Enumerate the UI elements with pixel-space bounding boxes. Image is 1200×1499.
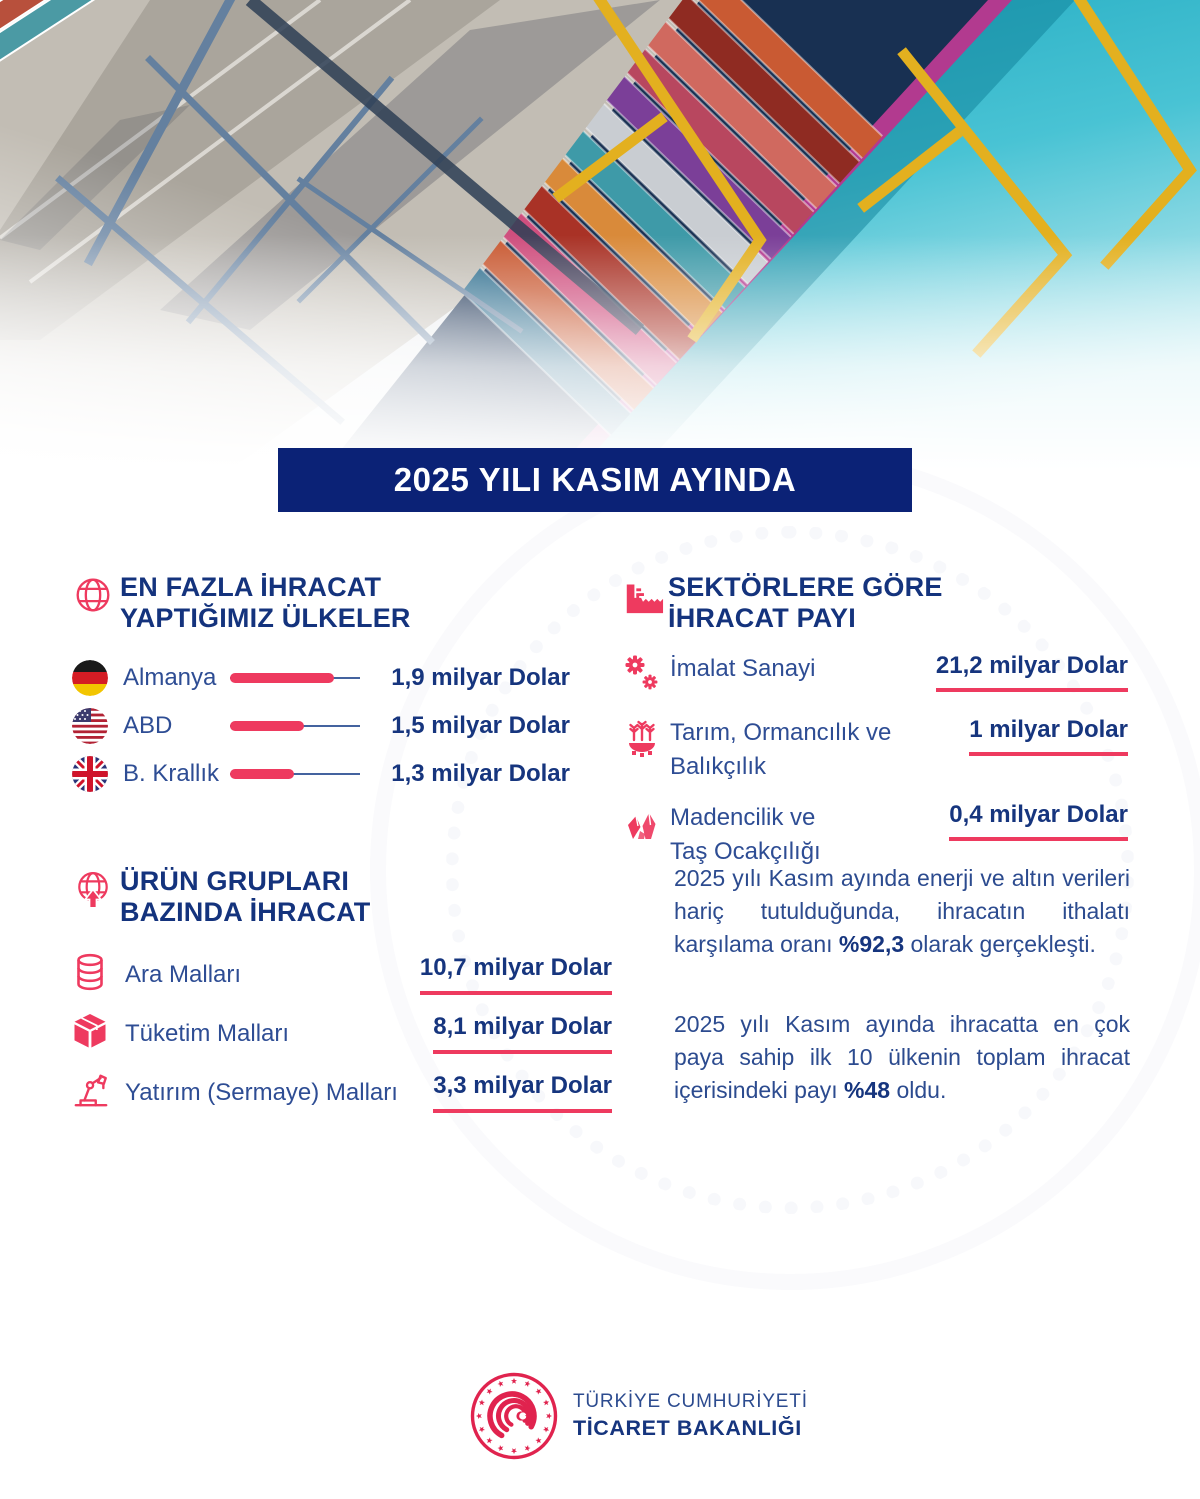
coverage-ratio-value: %92,3 [838,931,905,957]
countries-list [72,654,570,798]
ministry-emblem-icon [470,1372,558,1460]
product-name: Yatırım (Sermaye) Malları [125,1078,398,1106]
sector-name: Tarım, Ormancılık ve Balıkçılık [670,719,892,780]
globe-icon [74,572,120,619]
countries-section-title: EN FAZLA İHRACAT YAPTIĞIMIZ ÜLKELER [120,572,411,633]
sectors-list [622,652,1128,886]
country-value: 1,9 milyar Dolar [391,664,570,691]
sector-name: İmalat Sanayi [670,655,816,682]
country-bar [230,721,360,731]
ministry-logo [470,1372,808,1460]
product-name: Ara Malları [125,960,242,988]
port-photo [0,0,1200,470]
mining-icon [622,801,670,848]
country-bar [230,673,360,683]
uk-flag-icon [72,756,108,792]
product-name: Tüketim Malları [125,1019,290,1047]
sectors-section-header [622,572,1132,634]
box-icon [72,1012,112,1055]
product-value: 10,7 milyar Dolar [420,954,612,995]
country-row [72,702,570,750]
product-groups-list [72,952,612,1130]
sector-row [622,652,1128,699]
countries-section-header [74,572,594,634]
germany-flag-icon [72,660,108,696]
sector-value: 21,2 milyar Dolar [936,652,1128,692]
ministry-name [573,1391,808,1441]
org-name-line1: TÜRKİYE CUMHURİYETİ [573,1391,808,1412]
usa-flag-icon [72,708,108,744]
country-name: Almanya [123,664,217,691]
note-coverage-ratio: 2025 yılı Kasım ayında enerji ve altın verileri hariç tutulduğunda, ihracatın ithalatı karşılama oranı %92,3 olarak gerçekleşti. [674,865,1130,957]
country-value: 1,3 milyar Dolar [391,760,570,787]
product-row [72,1012,612,1055]
product-row [72,1070,612,1115]
coins-icon [72,952,112,997]
sector-row [622,801,1128,869]
product-value: 8,1 milyar Dolar [433,1013,612,1054]
top10-share-value: %48 [844,1077,891,1103]
sector-row [622,716,1128,784]
country-row [72,750,570,798]
sector-value: 1 milyar Dolar [969,716,1128,756]
product-value: 3,3 milyar Dolar [433,1072,612,1113]
agriculture-icon [622,716,670,765]
note-top10-share: 2025 yılı Kasım ayında ihracatta en çok paya sahip ilk 10 ülkenin toplam ihracat içerisindeki payı %48 oldu. [674,1011,1130,1103]
globe-arrow-icon [74,866,120,915]
title-banner [278,448,912,512]
factory-icon [622,572,668,621]
country-row [72,654,570,702]
product-row [72,952,612,997]
product-groups-section-header [74,866,594,928]
sector-name: Madencilik ve Taş Ocakçılığı [670,804,821,865]
sectors-section-title: SEKTÖRLERE GÖRE İHRACAT PAYI [668,572,943,633]
sector-value: 0,4 milyar Dolar [949,801,1128,841]
country-name: ABD [123,712,173,739]
country-name: B. Krallık [123,760,220,787]
country-bar [230,769,360,779]
machine-icon [72,1070,112,1115]
country-value: 1,5 milyar Dolar [391,712,570,739]
product-groups-section-title: ÜRÜN GRUPLARI BAZINDA İHRACAT [120,866,371,927]
org-name-line2: TİCARET BAKANLIĞI [573,1416,802,1440]
gears-icon [622,652,670,699]
banner-title: 2025 YILI KASIM AYINDA [393,461,797,498]
